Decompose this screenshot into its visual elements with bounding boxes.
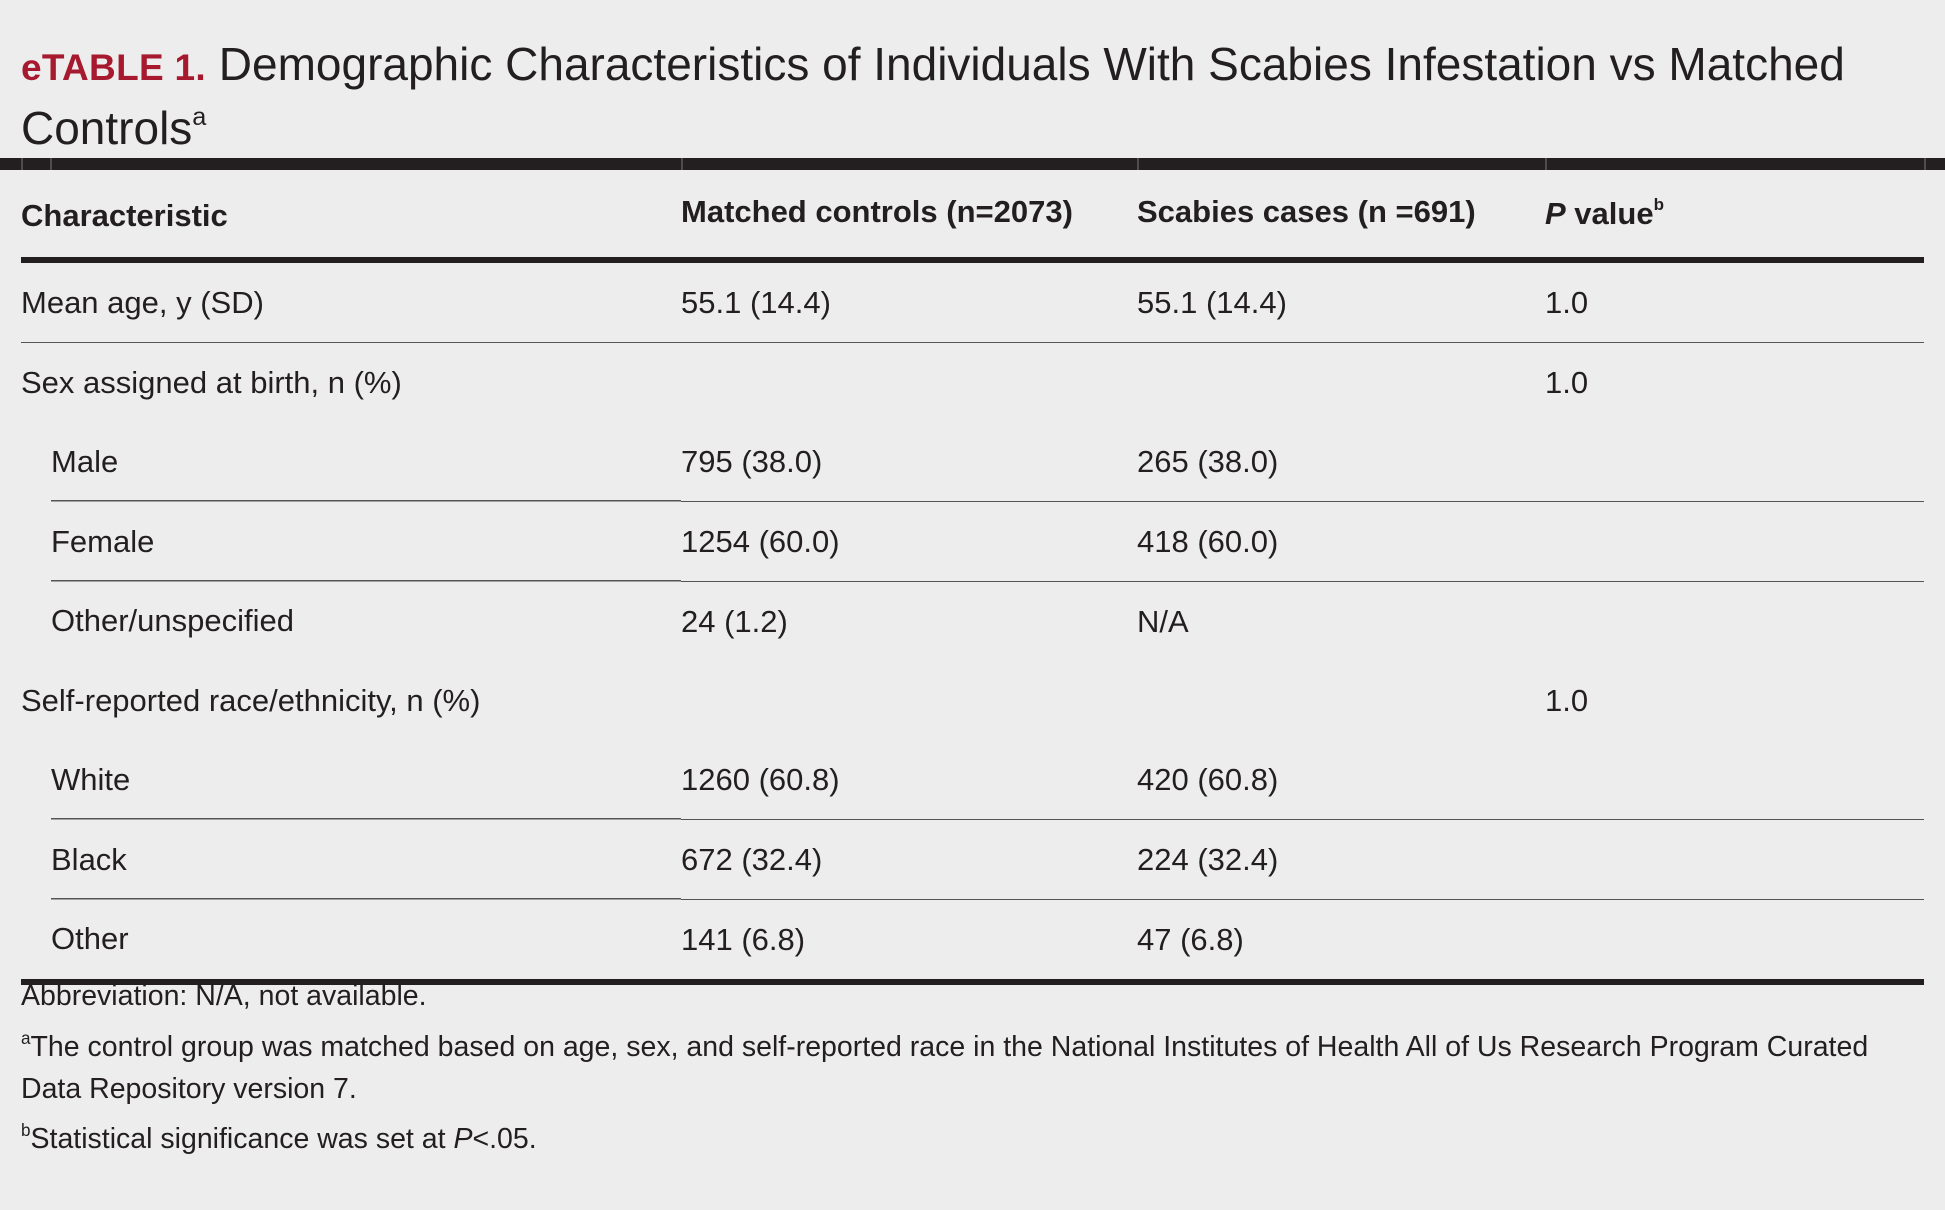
rule-tick xyxy=(1545,158,1547,170)
cell-p-value: 1.0 xyxy=(1545,284,1589,320)
header-p-text: value xyxy=(1565,195,1654,231)
table-row xyxy=(21,740,1924,820)
cell-cases: 224 (32.4) xyxy=(1137,841,1279,877)
table-row xyxy=(21,582,1924,662)
table-row xyxy=(21,260,1924,343)
header-scabies-cases: Scabies cases (n =691) xyxy=(1137,170,1545,260)
cell-cases: 418 (60.0) xyxy=(1137,523,1279,559)
footnote-b-threshold: <.05. xyxy=(472,1123,537,1155)
cell-characteristic: Self-reported race/ethnicity, n (%) xyxy=(21,682,481,718)
table-row xyxy=(21,502,1924,582)
footnote-a xyxy=(21,1026,1921,1110)
header-p-value xyxy=(1545,170,1924,260)
rule-tick xyxy=(50,158,52,170)
header-p-italic: P xyxy=(1545,195,1566,231)
cell-characteristic: Sex assigned at birth, n (%) xyxy=(21,364,402,400)
cell-controls: 1260 (60.8) xyxy=(681,761,840,797)
cell-cases: 265 (38.0) xyxy=(1137,443,1279,479)
cell-characteristic: Female xyxy=(51,523,155,559)
cell-characteristic: Other/unspecified xyxy=(51,603,294,639)
table-footnotes xyxy=(21,975,1921,1160)
table-header-row xyxy=(21,170,1924,260)
cell-cases: N/A xyxy=(1137,603,1189,639)
cell-characteristic: Mean age, y (SD) xyxy=(21,284,264,320)
cell-cases: 55.1 (14.4) xyxy=(1137,284,1287,320)
table-top-rule xyxy=(0,158,1945,170)
cell-cases: 420 (60.8) xyxy=(1137,761,1279,797)
header-characteristic: Characteristic xyxy=(21,170,681,260)
rule-tick xyxy=(1137,158,1139,170)
footnote-b-text: Statistical significance was set at xyxy=(30,1123,454,1155)
footnote-b-p-italic: P xyxy=(453,1123,473,1155)
title-footnote-marker: a xyxy=(192,103,207,132)
table-row xyxy=(21,661,1924,740)
table-row xyxy=(21,900,1924,983)
rule-tick xyxy=(681,158,683,170)
footnote-abbreviation: Abbreviation: N/A, not available. xyxy=(21,980,427,1012)
rule-tick xyxy=(1924,158,1926,170)
demographics-table xyxy=(21,170,1924,985)
footnote-a-text: The control group was matched based on age, sex, and self-reported race in the National Institutes of Health All of Us Research Program Curated Data Repository version 7. xyxy=(21,1031,1869,1105)
header-p-footnote-marker: b xyxy=(1653,195,1664,215)
table-title-text: Demographic Characteristics of Individuals With Scabies Infestation vs Matched Controls xyxy=(21,38,1845,154)
footnote-a-marker: a xyxy=(21,1028,31,1048)
table-row xyxy=(21,343,1924,423)
footnote-b xyxy=(21,1118,1921,1160)
cell-characteristic: Male xyxy=(51,443,119,479)
table-row xyxy=(21,820,1924,900)
cell-controls: 141 (6.8) xyxy=(681,921,806,957)
cell-controls: 1254 (60.0) xyxy=(681,523,840,559)
cell-characteristic: Other xyxy=(51,921,129,957)
cell-characteristic: Black xyxy=(51,841,127,877)
cell-p-value: 1.0 xyxy=(1545,364,1589,400)
cell-cases: 47 (6.8) xyxy=(1137,921,1244,957)
cell-characteristic: White xyxy=(51,761,131,797)
cell-controls: 55.1 (14.4) xyxy=(681,284,831,320)
table-title xyxy=(21,34,1901,158)
footnote-b-marker: b xyxy=(21,1120,31,1140)
header-matched-controls: Matched controls (n=2073) xyxy=(681,170,1137,260)
rule-tick xyxy=(21,158,23,170)
table-label: eTABLE 1. xyxy=(21,47,206,88)
cell-controls: 24 (1.2) xyxy=(681,603,788,639)
cell-controls: 672 (32.4) xyxy=(681,841,823,877)
table-row xyxy=(21,422,1924,502)
cell-p-value: 1.0 xyxy=(1545,682,1589,718)
cell-controls: 795 (38.0) xyxy=(681,443,823,479)
